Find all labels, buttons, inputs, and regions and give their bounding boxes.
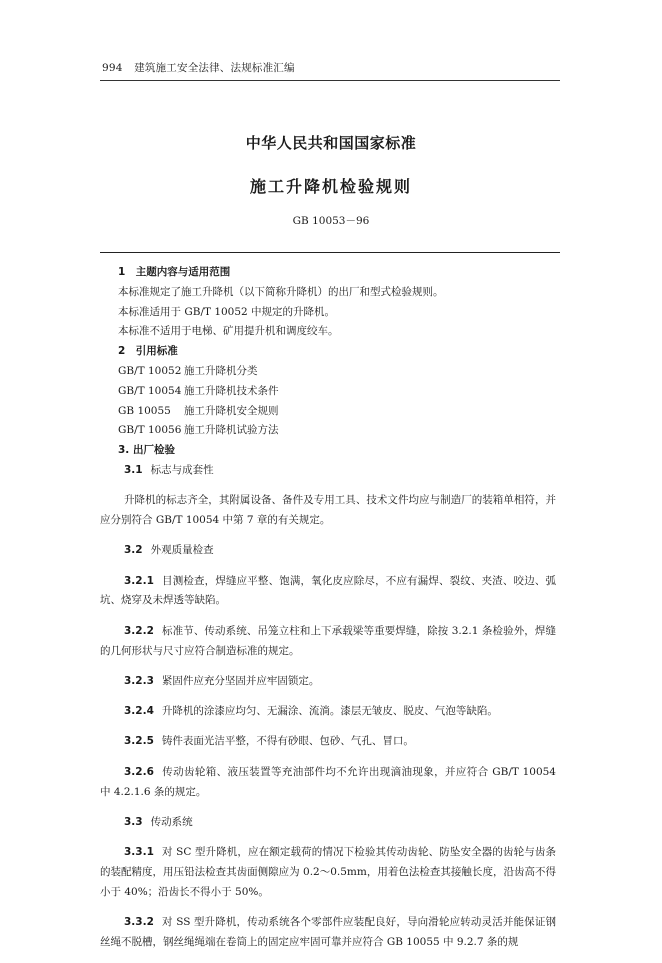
reference-title: 施工升降机技术条件 (184, 384, 279, 397)
reference-title: 施工升降机安全规则 (184, 404, 279, 417)
clause-number: 3.2.1 (124, 574, 154, 587)
clause-text: 紧固件应充分坚固并应牢固锁定。 (161, 674, 320, 687)
reference-title: 施工升降机分类 (184, 364, 258, 377)
header-divider (100, 80, 560, 81)
clause-number: 3.1 (124, 463, 143, 476)
clause-text: 升降机的涂漆应均匀、无漏涂、流淌。漆层无皱皮、脱皮、气泡等缺陷。 (161, 705, 498, 718)
clause-3-2-5 (100, 732, 556, 752)
reference-item (118, 421, 556, 441)
clause-number: 3.2.3 (124, 674, 154, 687)
clause-text: 标准节、传动系统、吊笼立柱和上下承载梁等重要焊缝，除按 3.2.1 条检验外，焊缝的几何形状与尺寸应符合制造标准的规定。 (100, 624, 556, 657)
clause-3-1-text: 升降机的标志齐全，其附属设备、备件及专用工具、技术文件均应与制造厂的装箱单相符，并应分别符合 GB/T 10054 中第 7 章的有关规定。 (100, 494, 556, 527)
clause-number: 3.2 (124, 544, 143, 557)
clause-number: 3.2.4 (124, 705, 154, 718)
section-1-heading: 1 主题内容与适用范围 (118, 266, 231, 278)
clause-number: 3.3 (124, 815, 143, 828)
document-organization-title: 中华人民共和国国家标准 (245, 134, 417, 152)
reference-code: GB 10055 (118, 404, 171, 417)
clause-3-2-2 (100, 622, 556, 662)
section-1-paragraph-3: 本标准不适用于电梯、矿用提升机和调度绞车。 (118, 325, 339, 338)
clause-text: 对 SS 型升降机，传动系统各个零部件应装配良好，导向滑轮应转动灵活并能保证钢丝绳不脱槽，钢丝绳绳端在卷筒上的固定应牢固可靠并应符合 GB 10055 中 9.2.7 条的规 (100, 916, 556, 948)
section-2-heading: 2 引用标准 (118, 345, 178, 358)
book-title: 建筑施工安全法律、法规标准汇编 (134, 62, 295, 74)
reference-item (118, 402, 556, 422)
section-1-paragraph-2: 本标准适用于 GB/T 10052 中规定的升降机。 (118, 305, 336, 318)
clause-3-3-1 (100, 843, 556, 902)
clause-number: 3.2.2 (124, 624, 154, 637)
clause-3-1-heading (118, 461, 556, 481)
clause-title: 外观质量检查 (150, 544, 214, 557)
clause-number: 3.3.1 (124, 846, 154, 859)
document-main-title: 施工升降机检验规则 (249, 177, 412, 196)
clause-3-2-6 (100, 763, 556, 803)
clause-title: 标志与成套性 (150, 463, 214, 476)
clause-3-2-3 (100, 672, 556, 692)
clause-3-2-heading (118, 541, 556, 561)
reference-item (118, 382, 556, 402)
reference-code: GB/T 10054 (118, 384, 182, 397)
clause-number: 3.2.5 (124, 735, 154, 748)
clause-text: 目测检查，焊缝应平整、饱满，氧化皮应除尽，不应有漏焊、裂纹、夹渣、咬边、弧坑、烧穿及未焊透等缺陷。 (100, 574, 556, 607)
standard-code: GB 10053－96 (292, 215, 370, 227)
running-header (102, 60, 295, 75)
section-3-heading: 3. 出厂检验 (118, 444, 175, 457)
clause-title: 传动系统 (150, 815, 193, 828)
reference-item (118, 362, 556, 382)
reference-code: GB/T 10052 (118, 364, 182, 377)
clause-text: 铸件表面光洁平整，不得有砂眼、包砂、气孔、冒口。 (161, 735, 414, 748)
title-divider (100, 252, 560, 253)
section-1-paragraph-1: 本标准规定了施工升降机（以下简称升降机）的出厂和型式检验规则。 (118, 285, 444, 298)
clause-3-2-1 (100, 572, 556, 612)
page-number: 994 (102, 62, 123, 74)
reference-title: 施工升降机试验方法 (184, 424, 279, 437)
clause-text: 传动齿轮箱、液压装置等充油部件均不允许出现滴油现象，并应符合 GB/T 10054 中 4.2.1.6 条的规定。 (100, 765, 556, 798)
clause-3-3-heading (118, 813, 556, 833)
document-body (100, 263, 556, 963)
clause-3-2-4 (100, 702, 556, 722)
clause-3-3-2 (100, 913, 556, 953)
clause-number: 3.3.2 (124, 916, 154, 929)
reference-code: GB/T 10056 (118, 424, 182, 437)
clause-number: 3.2.6 (124, 765, 154, 778)
clause-text: 对 SC 型升降机，应在额定载荷的情况下检验其传动齿轮、防坠安全器的齿轮与齿条的装配精度，用压铅法检查其齿面侧隙应为 0.2～0.5mm，用着色法检查其接触长度，沿齿高不得小于 40%；沿齿长不得小于 50%。 (100, 846, 556, 898)
